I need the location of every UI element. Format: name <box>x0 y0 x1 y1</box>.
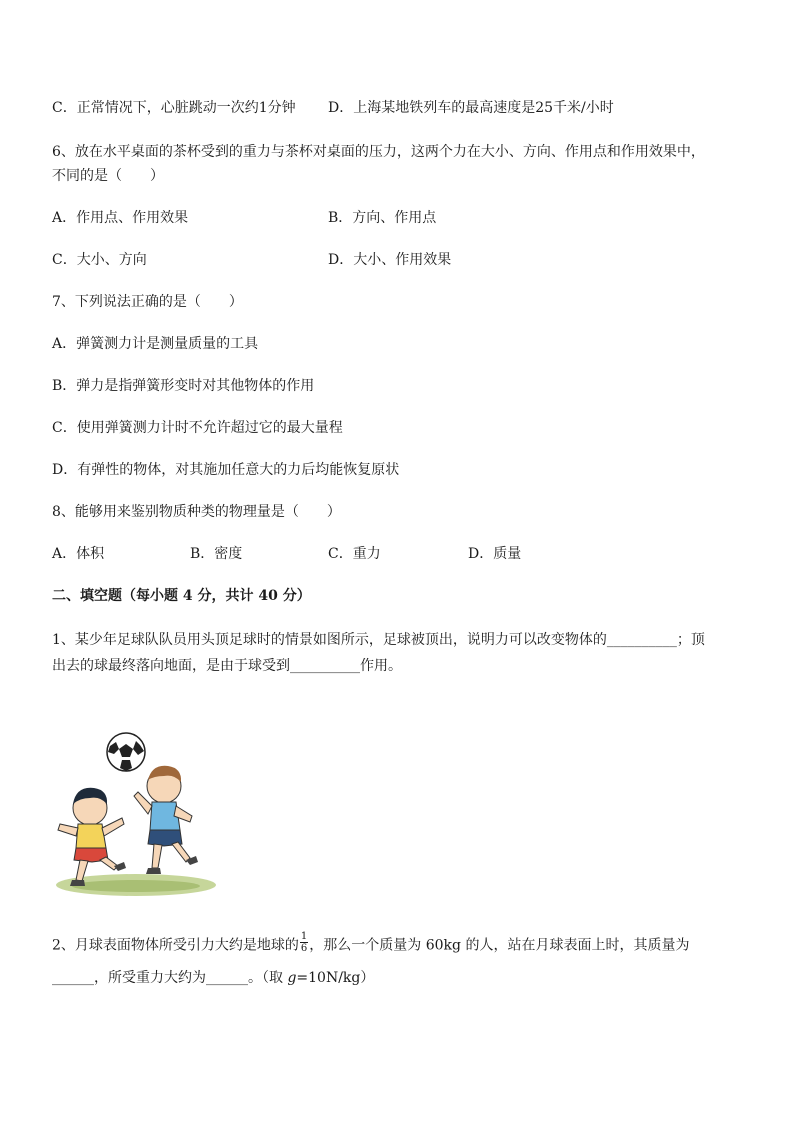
q5-option-d: D．上海某地铁列车的最高速度是25千米/小时 <box>328 100 614 116</box>
q6-stem-line2: 不同的是（ ） <box>52 168 164 184</box>
fill1-line1: 1、某少年足球队队员用头顶足球时的情景如图所示，足球被顶出，说明力可以改变物体的__________；顶 <box>52 632 705 648</box>
q7-stem: 7、下列说法正确的是（ ） <box>52 294 243 310</box>
fraction-numerator: 1 <box>300 931 308 942</box>
grass-shadow <box>72 880 200 892</box>
boy-right <box>134 766 198 874</box>
fill2-g-symbol: g <box>287 970 297 986</box>
q6-option-b: B．方向、作用点 <box>328 210 437 226</box>
q8-option-c: C．重力 <box>328 546 381 562</box>
q7-option-c: C．使用弹簧测力计时不允许超过它的最大量程 <box>52 420 343 436</box>
q6-option-a: A．作用点、作用效果 <box>52 210 189 226</box>
fill2-text-d: =10N/kg） <box>296 970 375 986</box>
q6-option-d: D．大小、作用效果 <box>328 252 452 268</box>
q8-option-b: B．密度 <box>190 546 243 562</box>
fill2-text-a: 2、月球表面物体所受引力大约是地球的 <box>52 937 299 954</box>
fraction-one-sixth <box>300 931 308 954</box>
q8-option-a: A．体积 <box>52 546 105 562</box>
q7-option-a: A．弹簧测力计是测量质量的工具 <box>52 336 259 352</box>
fill2-text-b: ，那么一个质量为 60kg 的人，站在月球表面上时，其质量为 <box>309 937 690 954</box>
fill2-line2 <box>52 968 374 988</box>
football-boys-illustration <box>52 720 217 905</box>
fill2-line1 <box>52 931 690 957</box>
q8-option-d: D．质量 <box>468 546 522 562</box>
fill1-line2: 出去的球最终落向地面，是由于球受到__________作用。 <box>52 658 402 674</box>
q6-option-c: C．大小、方向 <box>52 252 147 268</box>
q7-option-d: D．有弹性的物体，对其施加任意大的力后均能恢复原状 <box>52 462 400 478</box>
fill2-text-c: ______，所受重力大约为______。（取 <box>52 970 288 986</box>
q6-stem-line1: 6、放在水平桌面的茶杯受到的重力与茶杯对桌面的压力，这两个力在大小、方向、作用点和作用效果中， <box>52 144 705 160</box>
q7-option-b: B．弹力是指弹簧形变时对其他物体的作用 <box>52 378 315 394</box>
boy-left <box>58 788 126 886</box>
q8-stem: 8、能够用来鉴别物质种类的物理量是（ ） <box>52 504 341 520</box>
q5-option-c: C．正常情况下，心脏跳动一次约1分钟 <box>52 100 296 116</box>
football-icon <box>107 733 145 771</box>
fraction-denominator: 6 <box>300 943 308 954</box>
section-title-fill-in: 二、填空题（每小题 4 分，共计 40 分） <box>52 588 311 604</box>
